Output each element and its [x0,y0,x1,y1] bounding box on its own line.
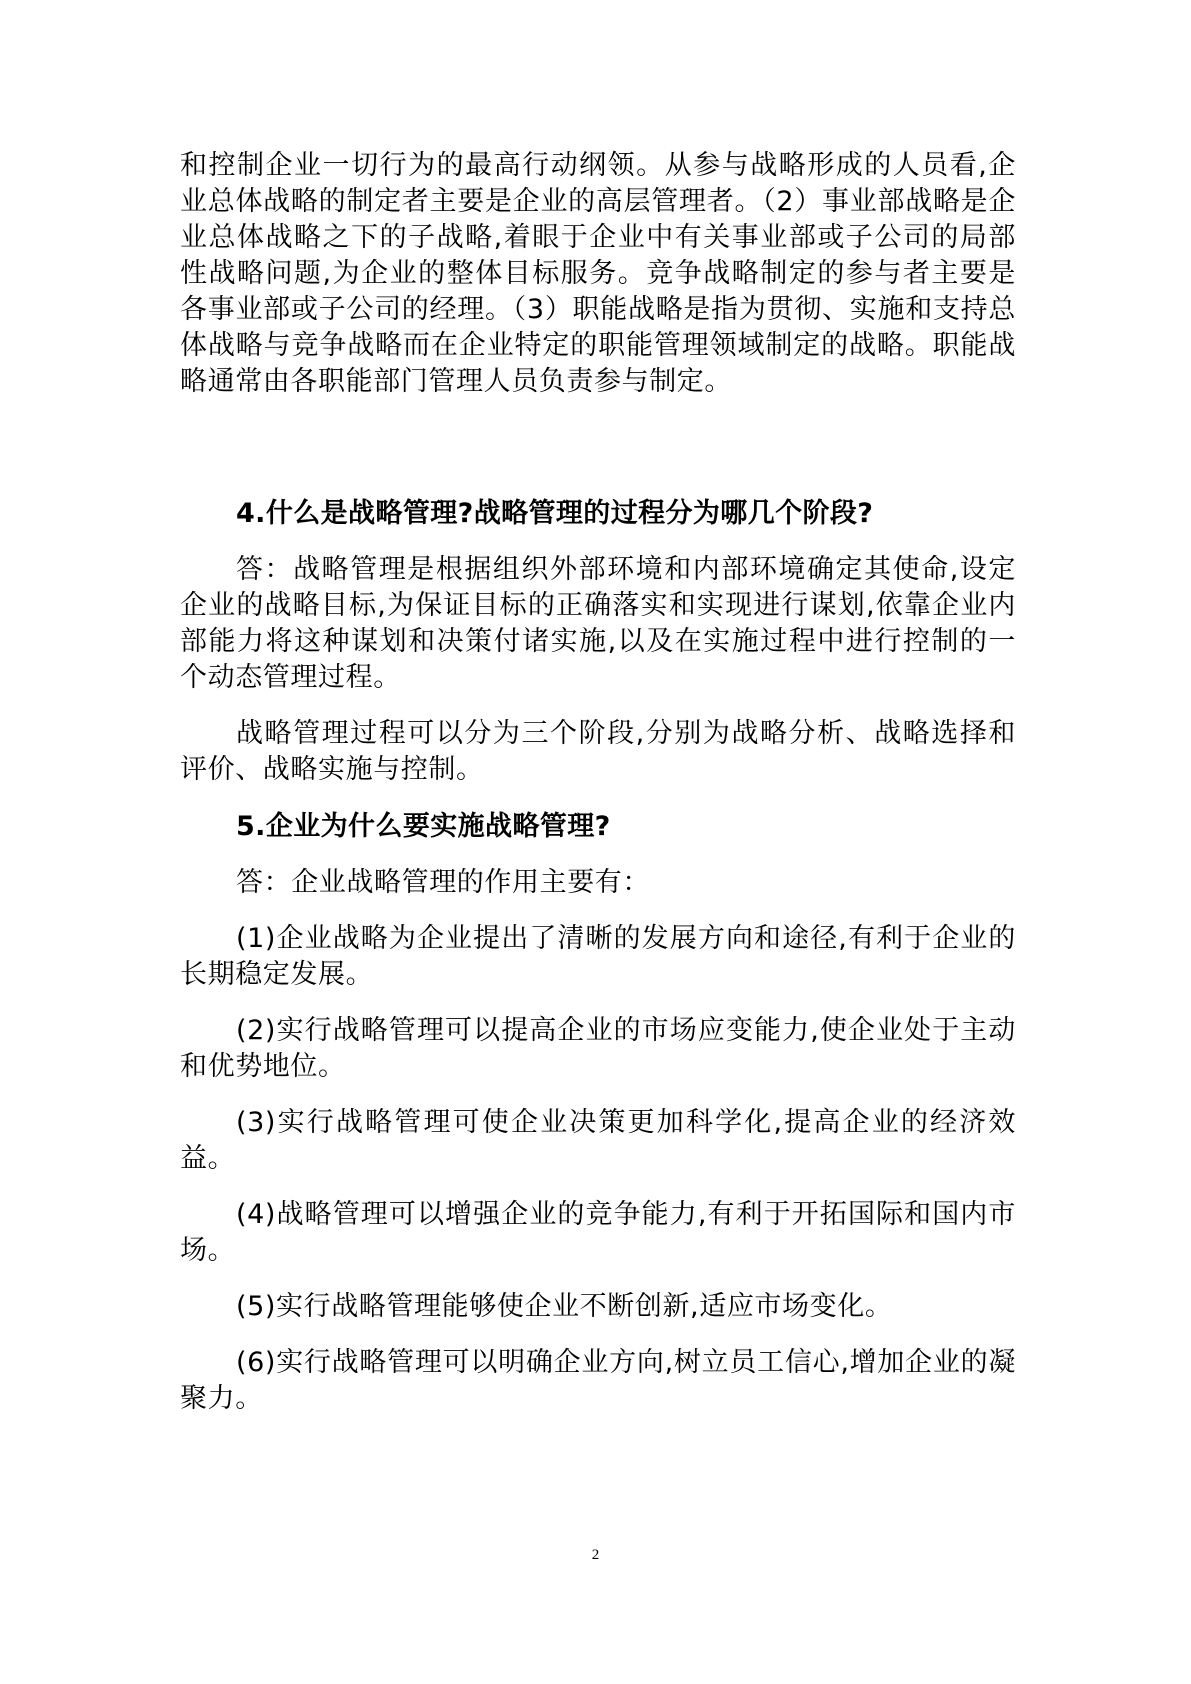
body-paragraph: 和控制企业一切行为的最高行动纲领。从参与战略形成的人员看,企业总体战略的制定者主要是企业的高层管理者。（2）事业部战略是企业总体战略之下的子战略,着眼于企业中有关事业部或子公司的局部性战略问题,为企业的整体目标服务。竞争战略制定的参与者主要是各事业部或子公司的经理。（3）职能战略是指为贯彻、实施和支持总体战略与竞争战略而在企业特定的职能管理领域制定的战略。职能战略通常由各职能部门管理人员负责参与制定。 [180,150,1016,397]
document-page [180,148,1016,1417]
question-4-answer-stages: 战略管理过程可以分为三个阶段,分别为战略分析、战略选择和评价、战略实施与控制。 [180,718,1016,785]
question-4-heading: 4.什么是战略管理?战略管理的过程分为哪几个阶段? [236,498,874,529]
page-number: 2 [591,1547,600,1563]
question-5-point-4: (4)战略管理可以增强企业的竞争能力,有利于开拓国际和国内市场。 [180,1199,1016,1266]
question-4-answer: 答：战略管理是根据组织外部环境和内部环境确定其使命,设定企业的战略目标,为保证目标的正确落实和实现进行谋划,依靠企业内部能力将这种谋划和决策付诸实施,以及在实施过程中进行控制的一个动态管理过程。 [180,554,1016,693]
question-5-point-5: (5)实行战略管理能够使企业不断创新,适应市场变化。 [236,1291,893,1322]
question-5-point-6: (6)实行战略管理可以明确企业方向,树立员工信心,增加企业的凝聚力。 [180,1347,1016,1414]
question-5-point-1: (1)企业战略为企业提出了清晰的发展方向和途径,有利于企业的长期稳定发展。 [180,923,1016,990]
question-5-answer-intro: 答：企业战略管理的作用主要有： [236,867,650,898]
question-5-heading: 5.企业为什么要实施战略管理? [236,811,611,842]
question-5-point-3: (3)实行战略管理可使企业决策更加科学化,提高企业的经济效益。 [180,1107,1016,1174]
question-5-point-2: (2)实行战略管理可以提高企业的市场应变能力,使企业处于主动和优势地位。 [180,1015,1016,1082]
